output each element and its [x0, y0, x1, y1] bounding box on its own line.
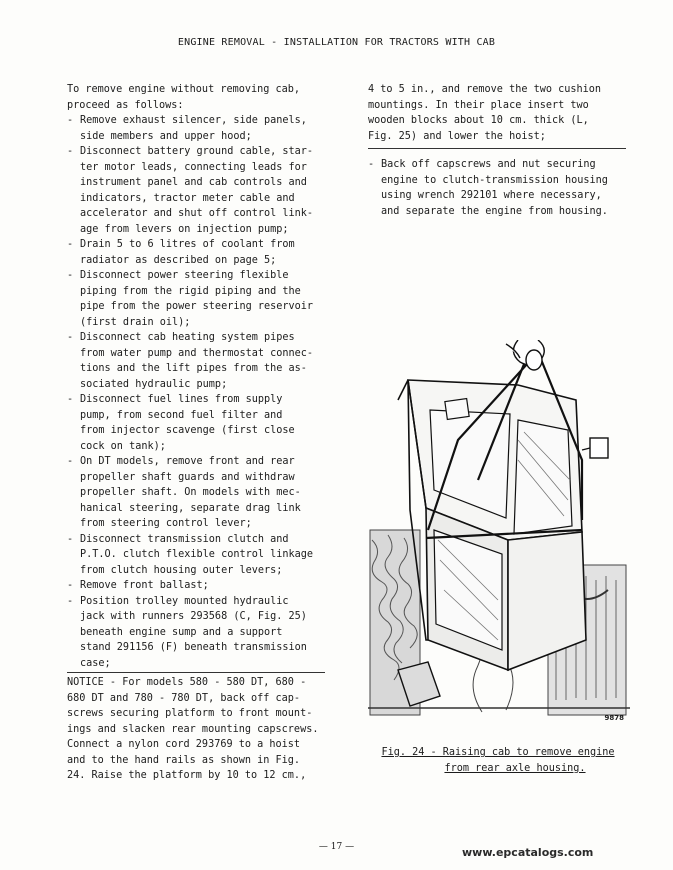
- list-item-line: case;: [80, 657, 111, 669]
- list-item-line: Position trolley mounted hydraulic: [80, 595, 289, 607]
- list-item-line: Remove front ballast;: [80, 580, 209, 591]
- divider-rule: [368, 148, 626, 149]
- list-item-line: indicators, tractor meter cable and: [80, 192, 295, 204]
- list-item-line: from steering control lever;: [80, 518, 252, 529]
- list-item-line: Disconnect fuel lines from supply: [80, 394, 283, 405]
- list-item-line: engine to clutch-transmission housing: [381, 174, 608, 186]
- list-item-line: from clutch housing outer levers;: [80, 564, 283, 576]
- intro-line: proceed as follows:: [67, 99, 184, 111]
- list-item-line: pump, from second fuel filter and: [80, 409, 283, 421]
- list-item-line: (first drain oil);: [80, 316, 191, 328]
- list-item: - Remove exhaust silencer, side panels, side members and upper hood;: [67, 113, 337, 144]
- list-item: - Remove front ballast;: [67, 578, 337, 594]
- list-item-line: cock on tank);: [80, 440, 166, 452]
- list-item-line: side members and upper hood;: [80, 130, 252, 142]
- list-item-line: from water pump and thermostat connec-: [80, 347, 314, 359]
- list-item-line: Disconnect cab heating system pipes: [80, 332, 295, 343]
- notice-line: 24. Raise the platform by 10 to 12 cm.,: [67, 770, 307, 781]
- list-item-line: from injector scavenge (first close: [80, 425, 295, 436]
- list-item-line: using wrench 292101 where necessary,: [381, 190, 602, 201]
- list-item: - Drain 5 to 6 litres of coolant from radiator as described on page 5;: [67, 237, 337, 268]
- list-item-line: P.T.O. clutch flexible control linkage: [80, 549, 314, 560]
- list-item: - Disconnect battery ground cable, star- ter motor leads, connecting leads for instrument panel and cab controls and indicators, tractor meter cable and accelerator and shut off control link- age from levers on injection pump;: [67, 144, 337, 237]
- list-item-line: Disconnect battery ground cable, star-: [80, 146, 314, 157]
- paragraph-line: wooden blocks about 10 cm. thick (L,: [368, 115, 589, 126]
- cab-lift-illustration: [368, 340, 630, 726]
- paragraph-line: Fig. 25) and lower the hoist;: [368, 130, 546, 142]
- list-item-line: sociated hydraulic pump;: [80, 378, 228, 390]
- list-item-line: beneath engine sump and a support: [80, 626, 283, 638]
- list-item: - Disconnect fuel lines from supply pump, from second fuel filter and from injector scavenge (first close cock on tank);: [67, 392, 337, 454]
- list-item-line: Disconnect transmission clutch and: [80, 533, 289, 545]
- list-item-line: radiator as described on page 5;: [80, 254, 277, 266]
- paragraph-line: 4 to 5 in., and remove the two cushion: [368, 84, 602, 95]
- list-item-line: propeller shaft guards and withdraw: [80, 471, 295, 483]
- figure-illustration: [368, 340, 630, 726]
- notice-line: ings and slacken rear mounting capscrews.: [67, 723, 319, 735]
- list-item-line: pipe from the power steering reservoir: [80, 301, 314, 312]
- paragraph-line: mountings. In their place insert two: [368, 99, 589, 111]
- figure-caption: [368, 745, 628, 776]
- list-item: - Position trolley mounted hydraulic jack with runners 293568 (C, Fig. 25) beneath engine sump and a support stand 291156 (F) beneath transmission case;: [67, 594, 337, 672]
- intro-line: To remove engine without removing cab,: [67, 84, 301, 95]
- list-item-line: Disconnect power steering flexible: [80, 270, 289, 281]
- list-item: - Disconnect cab heating system pipes from water pump and thermostat connec- tions and the lift pipes from the as- sociated hydraulic pump;: [67, 330, 337, 392]
- list-item: - Disconnect transmission clutch and P.T.O. clutch flexible control linkage from clutch housing outer levers;: [67, 532, 337, 579]
- list-item: - Back off capscrews and nut securing engine to clutch-transmission housing using wrench 292101 where necessary, and separate the engine from housing.: [368, 157, 628, 219]
- notice-line: NOTICE - For models 580 - 580 DT, 680 -: [67, 677, 307, 688]
- list-item-line: accelerator and shut off control link-: [80, 208, 314, 219]
- list-item-line: stand 291156 (F) beneath transmission: [80, 642, 307, 653]
- list-item-line: tions and the lift pipes from the as-: [80, 363, 307, 374]
- list-item-line: age from levers on injection pump;: [80, 223, 289, 235]
- divider-rule: [67, 672, 325, 673]
- page-header: ENGINE REMOVAL - INSTALLATION FOR TRACTORS WITH CAB: [177, 37, 496, 48]
- page-number: — 17 —: [318, 842, 355, 852]
- right-column: [368, 82, 628, 219]
- notice-block: [67, 675, 337, 784]
- list-item-line: Drain 5 to 6 litres of coolant from: [80, 239, 295, 250]
- list-item-line: instrument panel and cab controls and: [80, 177, 307, 188]
- notice-line: Connect a nylon cord 293769 to a hoist: [67, 739, 301, 750]
- caption-line: Fig. 24 - Raising cab to remove engine: [381, 747, 615, 758]
- continuation-paragraph: [368, 82, 628, 144]
- list-item-line: piping from the rigid piping and the: [80, 285, 301, 297]
- list-item-line: hanical steering, separate drag link: [80, 502, 301, 514]
- figure-number: 9878: [604, 714, 624, 722]
- caption-line: from rear axle housing.: [444, 762, 586, 774]
- list-item: - On DT models, remove front and rear propeller shaft guards and withdraw propeller shaft. On models with mec- hanical steering, separate drag link from steering control lever;: [67, 454, 337, 532]
- list-item: - Disconnect power steering flexible piping from the rigid piping and the pipe from the power steering reservoir (first drain oil);: [67, 268, 337, 330]
- list-item-line: On DT models, remove front and rear: [80, 456, 295, 467]
- list-item-line: propeller shaft. On models with mec-: [80, 487, 301, 498]
- list-item-line: and separate the engine from housing.: [381, 205, 608, 217]
- list-item-line: Remove exhaust silencer, side panels,: [80, 115, 307, 126]
- notice-line: 680 DT and 780 - 780 DT, back off cap-: [67, 692, 301, 704]
- website-watermark: www.epcatalogs.com: [462, 846, 594, 859]
- notice-line: and to the hand rails as shown in Fig.: [67, 754, 301, 766]
- left-column: [67, 82, 337, 784]
- notice-line: screws securing platform to front mount-: [67, 708, 313, 719]
- list-item-line: ter motor leads, connecting leads for: [80, 161, 307, 173]
- procedure-list: [67, 113, 337, 671]
- list-item-line: jack with runners 293568 (C, Fig. 25): [80, 611, 307, 622]
- list-item-line: Back off capscrews and nut securing: [381, 159, 596, 170]
